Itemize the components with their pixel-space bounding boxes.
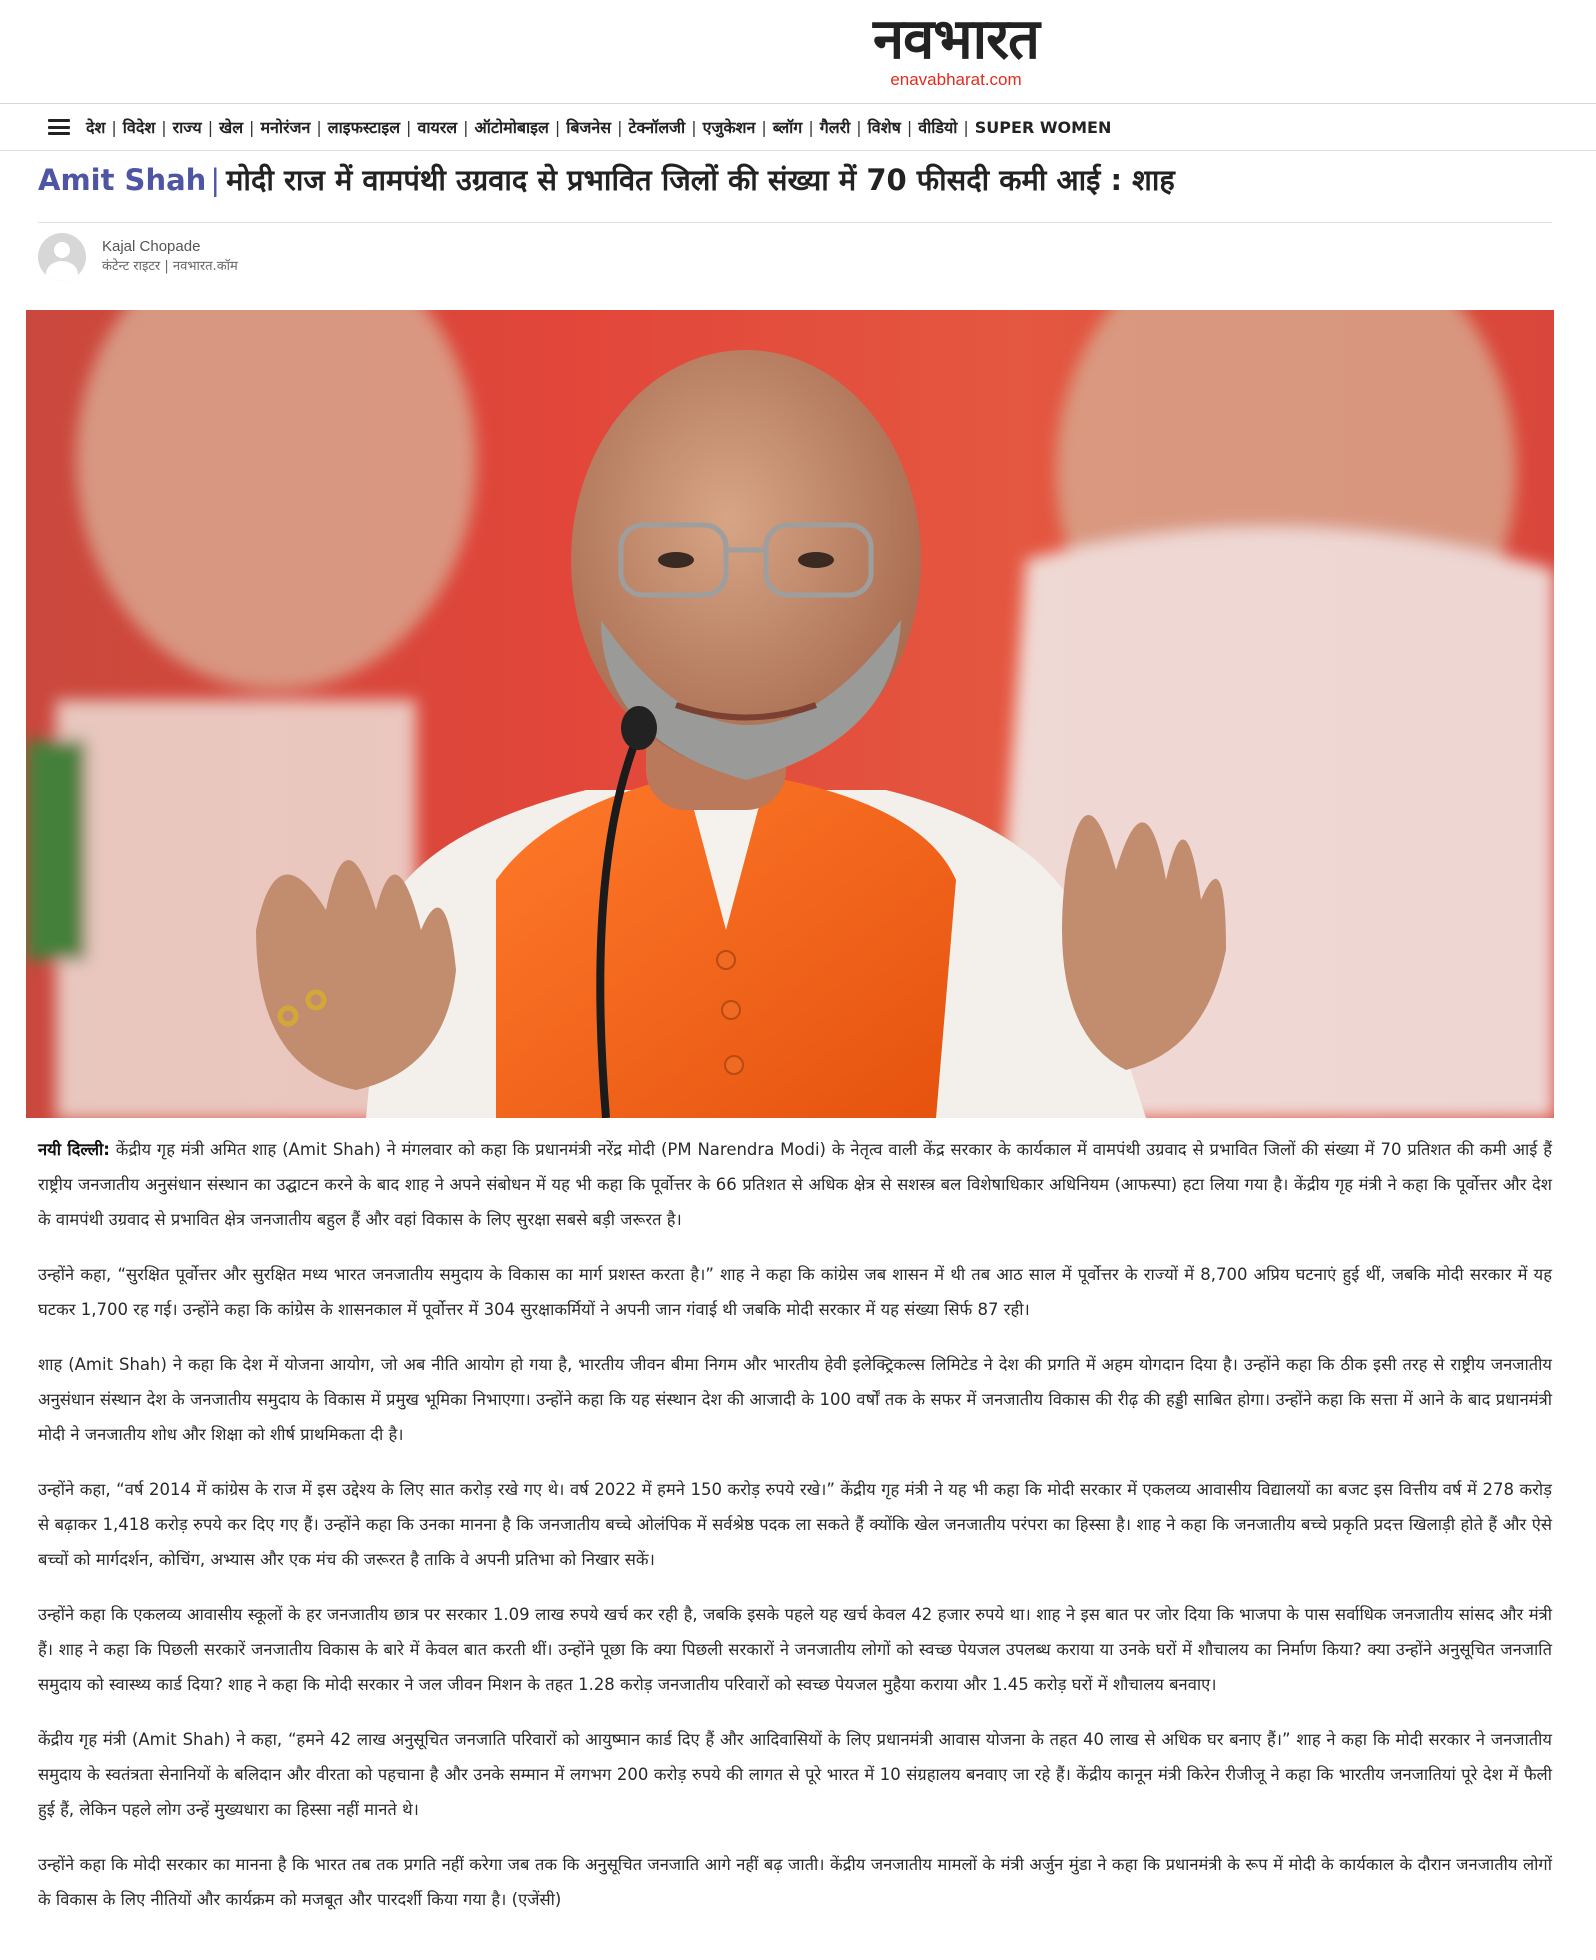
nav-separator: |: [463, 117, 469, 137]
nav-separator: |: [111, 117, 117, 137]
author-name[interactable]: Kajal Chopade: [102, 238, 201, 255]
article-paragraph: [38, 1132, 1552, 1237]
nav-item[interactable]: विदेश: [122, 118, 156, 137]
logo-domain: enavabharat.com: [890, 70, 1022, 89]
nav-item[interactable]: देश: [86, 118, 106, 137]
nav-item[interactable]: एजुकेशन: [702, 118, 756, 137]
article-paragraph: उन्होंने कहा, “सुरक्षित पूर्वोत्तर और सुरक्षित मध्य भारत जनजातीय समुदाय के विकास का मार्ग प्रशस्त करता है।” शाह ने कहा कि कांग्रेस जब शासन में थी तब आठ साल में पूर्वोत्तर के राज्यों में 8,700 अप्रिय घटनाएं हुई थीं, जबकि मोदी सरकार में यह घटकर 1,700 रह गई। उन्होंने कहा कि कांग्रेस के शासनकाल में पूर्वोत्तर में 304 सुरक्षाकर्मियों ने अपनी जान गंवाई थी जबकि मोदी सरकार में यह संख्या सिर्फ 87 रही।: [38, 1265, 1552, 1319]
article-title: [38, 150, 1552, 210]
site-logo[interactable]: [836, 6, 1076, 88]
main-nav: [0, 104, 1596, 151]
nav-item[interactable]: वायरल: [417, 118, 458, 137]
nav-separator: |: [963, 117, 969, 137]
nav-item[interactable]: राज्य: [172, 118, 202, 137]
nav-separator: |: [691, 117, 697, 137]
nav-item[interactable]: टेक्नॉलजी: [628, 118, 686, 137]
article-paragraph: उन्होंने कहा, “वर्ष 2014 में कांग्रेस के राज में इस उद्देश्य के लिए सात करोड़ रखे गए थे। वर्ष 2022 में हमने 150 करोड़ रुपये रखे।” केंद्रीय गृह मंत्री ने यह भी कहा कि मोदी सरकार में एकलव्य आवासीय विद्यालयों का बजट इस वित्तीय वर्ष में 278 करोड़ से बढ़ाकर 1,418 करोड़ रुपये कर दिए गए हैं। उन्होंने कहा कि उनका मानना है कि जनजातीय बच्चे ओलंपिक में सर्वश्रेष्ठ पदक ला सकते हैं क्योंकि खेल जनजातीय परंपरा का हिस्सा है। शाह ने कहा कि जनजातीय बच्चे प्रकृति प्रदत्त खिलाड़ी होते हैं और ऐसे बच्चों को मार्गदर्शन, कोचिंग, अभ्यास और एक मंच की जरूरत है ताकि वे अपनी प्रतिभा को निखार सकें।: [38, 1480, 1552, 1569]
nav-item[interactable]: बिजनेस: [566, 118, 612, 137]
article-paragraph: शाह (Amit Shah) ने कहा कि देश में योजना आयोग, जो अब नीति आयोग हो गया है, भारतीय जीवन बीमा निगम और भारतीय हेवी इलेक्ट्रिकल्स लिमिटेड ने देश की प्रगति में अहम योगदान दिया है। उन्होंने कहा कि ठीक इसी तरह से राष्ट्रीय जनजातीय अनुसंधान संस्थान देश के जनजातीय समुदाय के विकास में प्रमुख भूमिका निभाएगा। उन्होंने कहा कि यह संस्थान देश की आजादी के 100 वर्षों तक के सफर में जनजातीय विकास की रीढ़ की हड्डी साबित होगा। उन्होंने कहा कि सत्ता में आने के बाद प्रधानमंत्री मोदी ने जनजातीय शोध और शिक्षा को शीर्ष प्राथमिकता दी है।: [38, 1355, 1552, 1444]
hero-photo-illustration: [26, 310, 1554, 1118]
nav-separator: |: [249, 117, 255, 137]
article-paragraph: उन्होंने कहा कि मोदी सरकार का मानना है कि भारत तब तक प्रगति नहीं करेगा जब तक कि अनुसूचित जनजाति आगे नहीं बढ़ जाती। केंद्रीय जनजातीय मामलों के मंत्री अर्जुन मुंडा ने कहा कि प्रधानमंत्री के रूप में मोदी के कार्यकाल के दौरान जनजातीय लोगों के विकास के लिए नीतियों और कार्यक्रम को मजबूत और पारदर्शी किया गया है। (एजेंसी): [38, 1855, 1552, 1909]
nav-items: [86, 116, 1111, 138]
dateline: नयी दिल्ली:: [38, 1140, 110, 1159]
article-body: [38, 1132, 1552, 1937]
logo-wordmark: नवभारत: [873, 7, 1039, 72]
nav-separator: |: [554, 117, 561, 137]
headline: मोदी राज में वामपंथी उग्रवाद से प्रभावित जिलों की संख्या में 70 फीसदी कमी आई : शाह: [226, 163, 1175, 197]
nav-separator: |: [316, 117, 322, 137]
nav-item[interactable]: ब्लॉग: [772, 118, 803, 137]
author-byline: [38, 232, 238, 282]
nav-separator: |: [761, 117, 767, 137]
nav-separator: |: [161, 117, 167, 137]
nav-item[interactable]: ऑटोमोबाइल: [474, 118, 549, 137]
nav-separator: |: [856, 117, 862, 137]
nav-separator: |: [406, 117, 412, 137]
article-paragraph: उन्होंने कहा कि एकलव्य आवासीय स्कूलों के हर जनजातीय छात्र पर सरकार 1.09 लाख रुपये खर्च कर रही है, जबकि इसके पहले यह खर्च केवल 42 हजार रुपये था। शाह ने इस बात पर जोर दिया कि भाजपा के पास सर्वाधिक जनजातीय सांसद और मंत्री हैं। शाह ने कहा कि पिछली सरकारें जनजातीय विकास के बारे में केवल बात करती थीं। उन्होंने पूछा कि क्या पिछली सरकारों ने जनजातीय लोगों को स्वच्छ पेयजल उपलब्ध कराया या उनके घरों में शौचालय का निर्माण किया? क्या उन्होंने अनुसूचित जनजाति समुदाय को स्वास्थ्य कार्ड दिया? शाह ने कहा कि मोदी सरकार ने जल जीवन मिशन के तहत 1.28 करोड़ जनजातीय परिवारों को स्वच्छ पेयजल मुहैया कराया और 1.45 करोड़ घरों में शौचालय बनवाए।: [38, 1605, 1552, 1694]
article-header: [38, 150, 1552, 223]
site-header: [0, 0, 1596, 104]
article-paragraph: केंद्रीय गृह मंत्री (Amit Shah) ने कहा, “हमने 42 लाख अनुसूचित जनजाति परिवारों को आयुष्मान कार्ड दिए हैं और आदिवासियों के लिए प्रधानमंत्री आवास योजना के तहत 40 लाख से अधिक घर बनाए हैं।” शाह ने कहा कि मोदी सरकार ने जनजातीय समुदाय के स्वतंत्रता सेनानियों के बलिदान और वीरता को पहचाना है और उनके सम्मान में लगभग 200 करोड़ रुपये की लागत से पूरे भारत में 10 संग्रहालय बनवाए जा रहे हैं। केंद्रीय कानून मंत्री किरेन रीजीजू ने कहा कि भारतीय जनजातियां पूरे देश में फैली हुई हैं, लेकिन पहले लोग उन्हें मुख्यधारा का हिस्सा नहीं मानते थे।: [38, 1730, 1552, 1819]
nav-item[interactable]: मनोरंजन: [260, 118, 311, 137]
nav-item[interactable]: SUPER WOMEN: [974, 117, 1112, 137]
nav-item[interactable]: लाइफस्टाइल: [327, 118, 401, 137]
nav-item[interactable]: विशेष: [867, 118, 901, 137]
nav-separator: |: [808, 117, 814, 137]
title-separator: |: [210, 163, 221, 197]
nav-separator: |: [207, 117, 214, 137]
nav-item[interactable]: वीडियो: [918, 118, 958, 137]
nav-separator: |: [906, 117, 913, 137]
nav-item[interactable]: खेल: [219, 118, 244, 137]
topic-link[interactable]: Amit Shah: [38, 163, 207, 197]
avatar: [38, 233, 86, 281]
nav-separator: |: [617, 117, 623, 137]
paragraph-text: केंद्रीय गृह मंत्री अमित शाह (Amit Shah) ने मंगलवार को कहा कि प्रधानमंत्री नरेंद्र मोदी (PM Narendra Modi) के नेतृत्व वाली केंद्र सरकार के कार्यकाल में वामपंथी उग्रवाद से प्रभावित जिलों की संख्या में 70 प्रतिशत की कमी आई हैं राष्ट्रीय जनजातीय अनुसंधान संस्थान का उद्घाटन करने के बाद शाह ने अपने संबोधन में यह भी कहा कि पूर्वोत्तर के 66 प्रतिशत से अधिक क्षेत्र से सशस्त्र बल विशेषाधिकार अधिनियम (आफस्पा) हटा लिया गया है। केंद्रीय गृह मंत्री ने कहा कि पूर्वोत्तर और देश के वामपंथी उग्रवाद से प्रभावित क्षेत्र जनजातीय बहुल हैं और वहां विकास के लिए सुरक्षा सबसे बड़ी जरूरत है।: [38, 1140, 1552, 1229]
hero-image: [26, 310, 1554, 1118]
nav-item[interactable]: गैलरी: [819, 118, 851, 137]
menu-icon[interactable]: [48, 119, 70, 135]
author-role: कंटेन्ट राइटर | नवभारत.कॉम: [102, 259, 238, 274]
